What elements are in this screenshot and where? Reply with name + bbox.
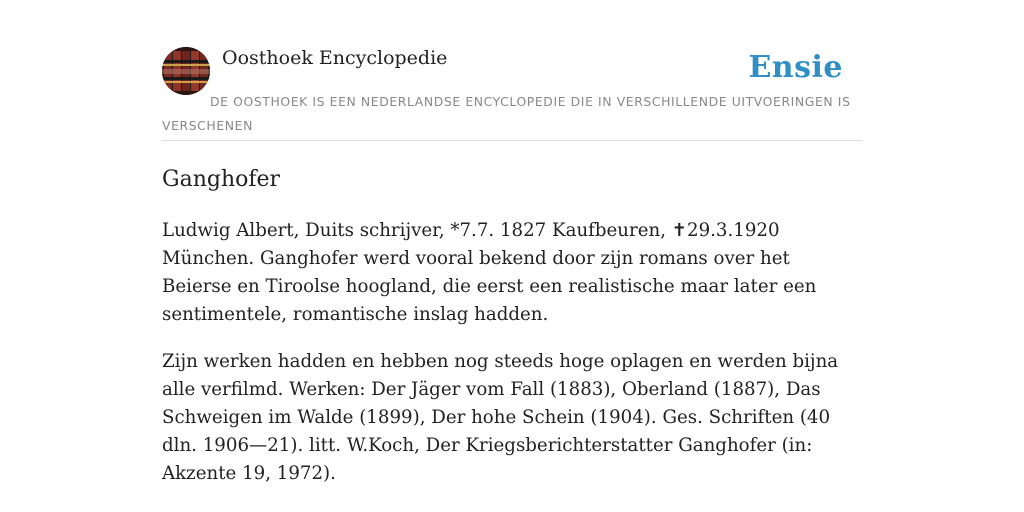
brand-logo[interactable]: Ensie — [748, 50, 843, 85]
entry-title: Ganghofer — [162, 167, 281, 192]
encyclopedia-books-icon[interactable] — [162, 47, 210, 95]
site-tagline: DE OOSTHOEK IS EEN NEDERLANDSE ENCYCLOPEDIE DIE IN VERSCHILLENDE UITVOERINGEN IS VERSCHENEN — [162, 94, 851, 133]
site-title[interactable]: Oosthoek Encyclopedie — [222, 47, 448, 69]
entry-card — [162, 44, 862, 488]
entry-paragraph-1: Ludwig Albert, Duits schrijver, *7.7. 1827 Kaufbeuren, ✝29.3.1920 München. Ganghofer werd vooral bekend door zijn romans over het Beierse en Tiroolse hoogland, die eerst een realistische maar later een sentimentele, romantische inslag hadden. — [162, 220, 817, 325]
entry-paragraph-2: Zijn werken hadden en hebben nog steeds hoge oplagen en werden bijna alle verfilmd. Werken: Der Jäger vom Fall (1883), Oberland (1887), Das Schweigen im Walde (1899), Der hohe Schein (1904). Ges. Schriften (40 dln. 1906—21). litt. W.Koch, Der Kriegsberichterstatter Ganghofer (in: Akzente 19, 1972). — [162, 351, 839, 484]
site-header — [162, 44, 862, 141]
